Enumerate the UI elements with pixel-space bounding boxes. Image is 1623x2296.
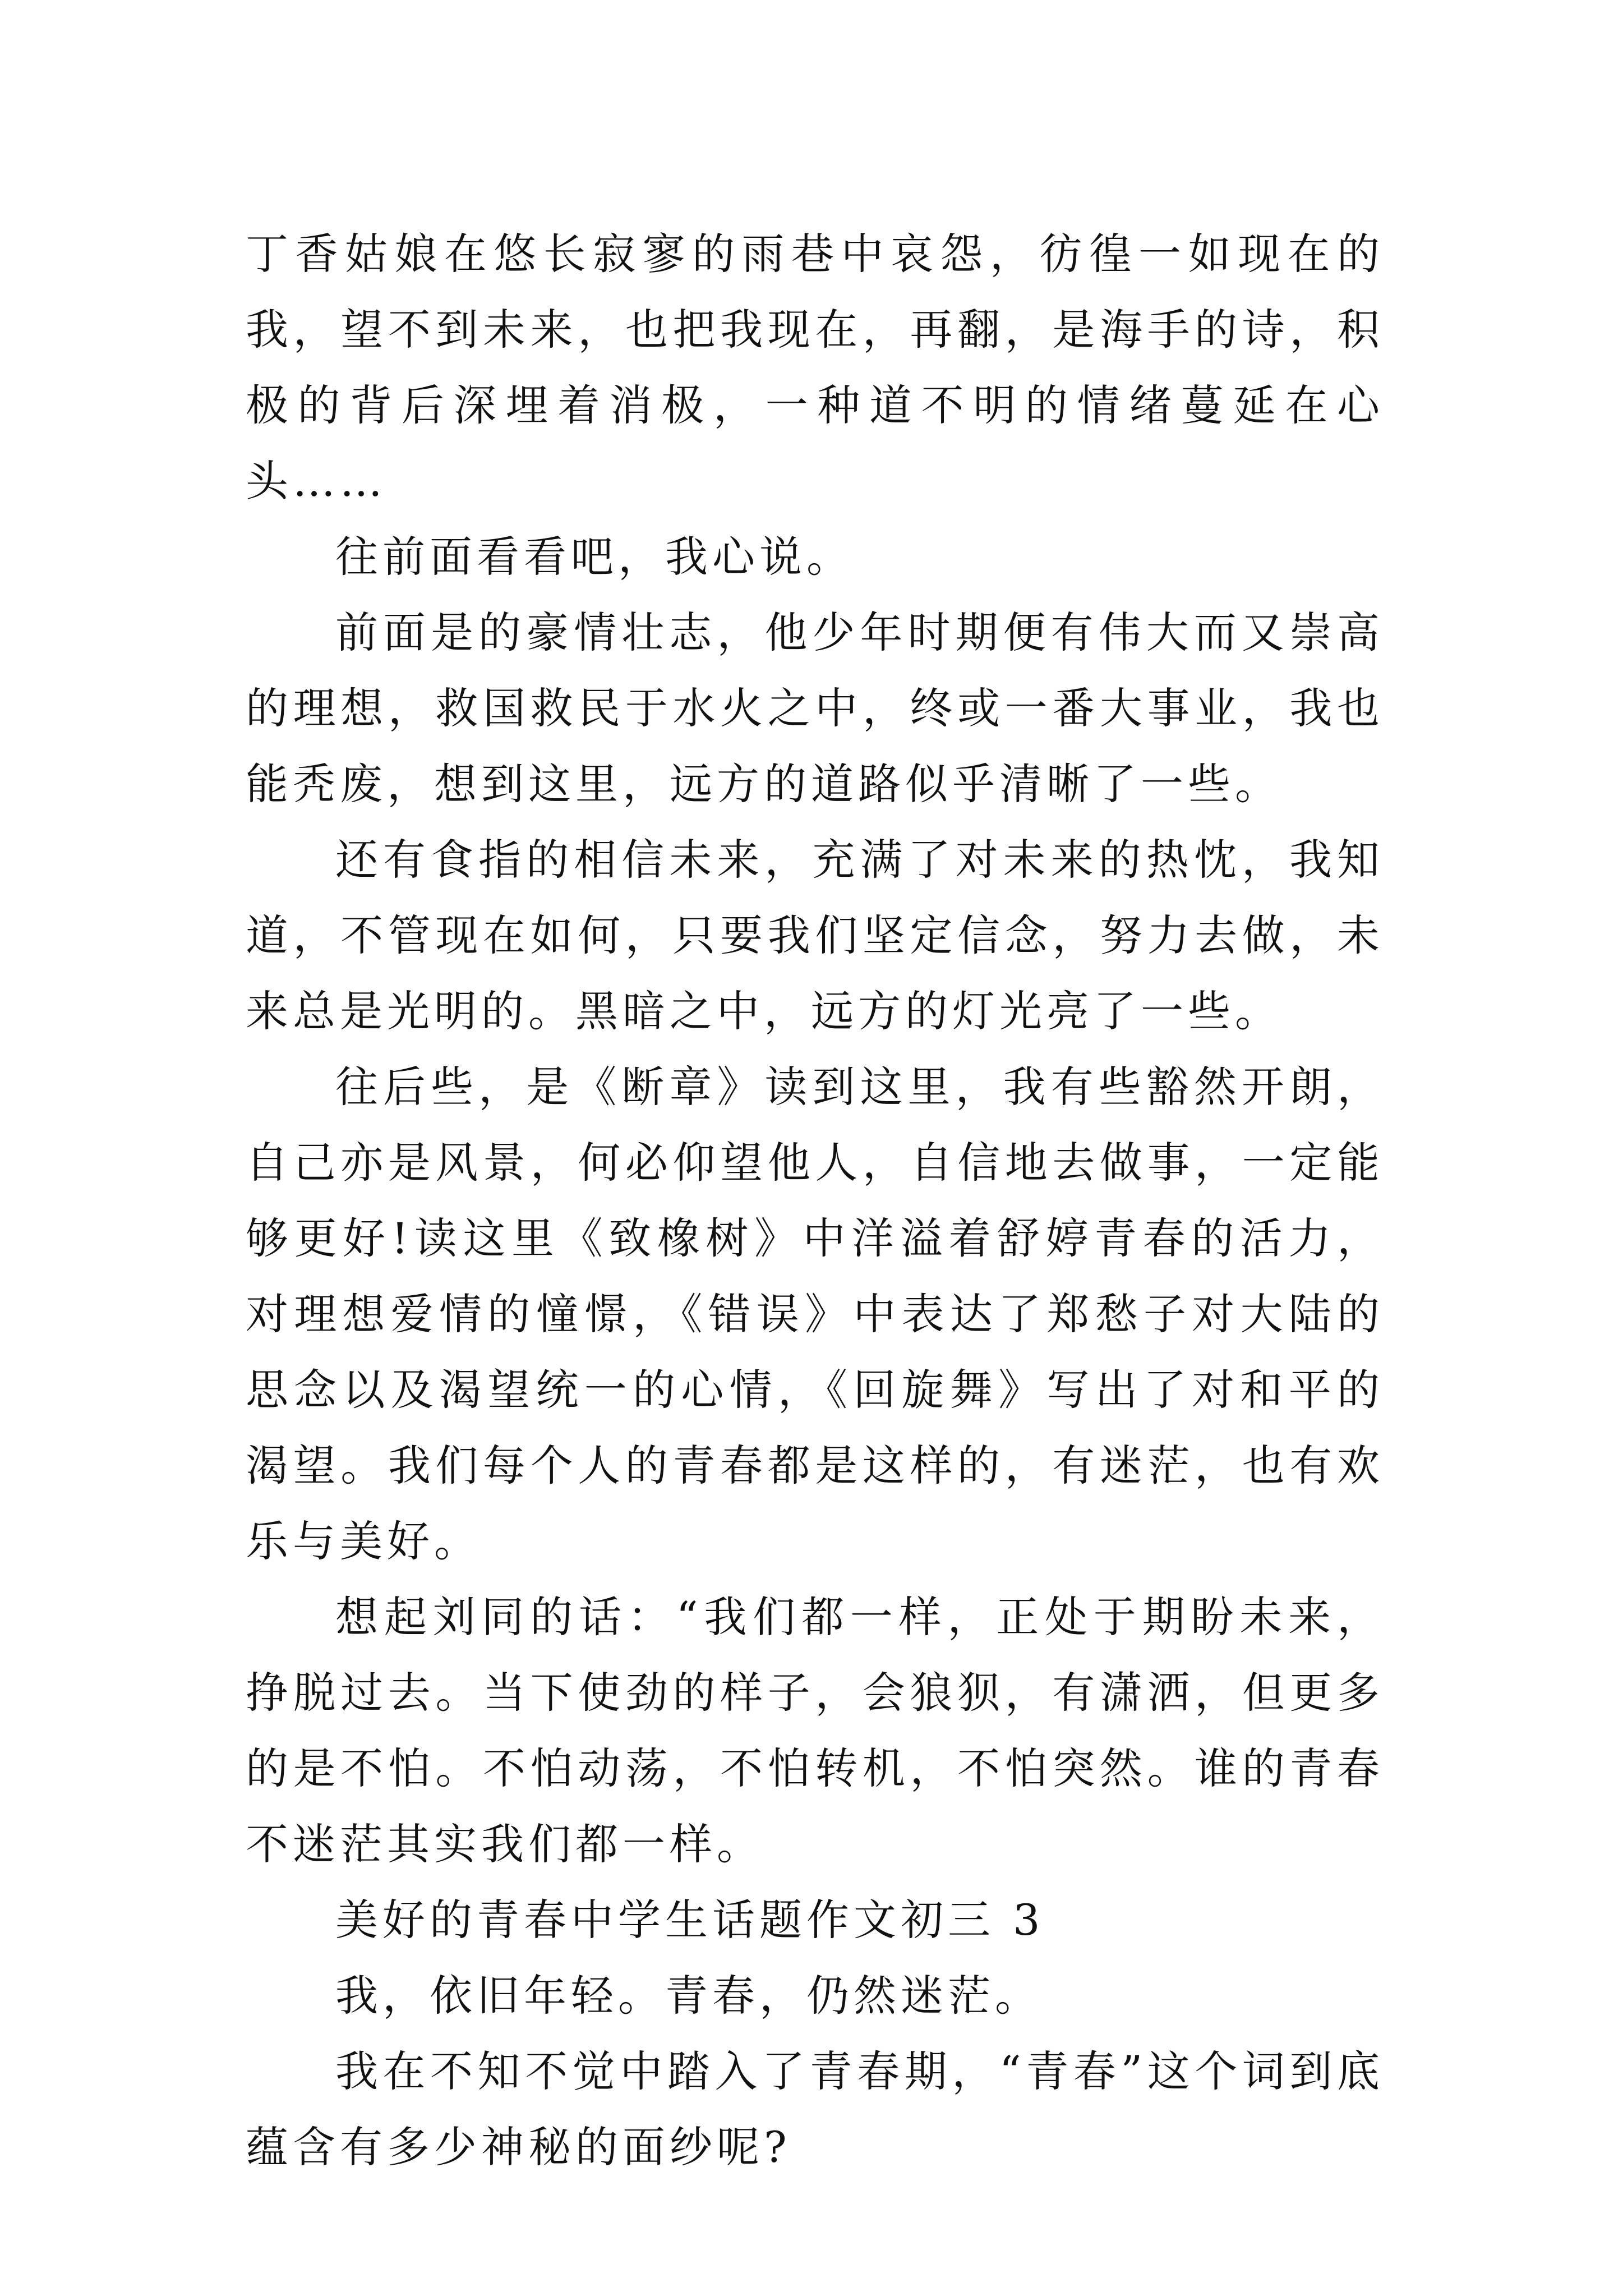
paragraph-continuation: 丁香姑娘在悠长寂寥的雨巷中哀怨，彷徨一如现在的我，望不到未来，也把我现在，再翻，是海手的诗，积极的背后深埋着消极，一种道不明的情绪蔓延在心头…… <box>246 229 1384 506</box>
paragraph-look-forward: 往前面看看吧，我心说。 <box>335 532 854 582</box>
paragraph-believe-future: 还有食指的相信未来，充满了对未来的热忱，我知道，不管现在如何，只要我们坚定信念，努力去做，未来总是光明的。黑暗之中，远方的灯光亮了一些。 <box>246 835 1384 1036</box>
paragraph-quote: 想起刘同的话：“我们都一样，正处于期盼未来，挣脱过去。当下使劲的样子，会狼狈，有潇洒，但更多的是不怕。不怕动荡，不怕转机，不怕突然。谁的青春不迷茫其实我们都一样。 <box>246 1592 1384 1869</box>
paragraph-poems: 往后些，是《断章》读到这里，我有些豁然开朗，自己亦是风景，何必仰望他人，自信地去做事，一定能够更好!读这里《致橡树》中洋溢着舒婷青春的活力，对理想爱情的憧憬，《错误》中表达了郑愁子对大陆的思念以及渴望统一的心情，《回旋舞》写出了对和平的渴望。我们每个人的青春都是这样的，有迷茫，也有欢乐与美好。 <box>246 1062 1384 1566</box>
paragraph-adolescence: 我在不知不觉中踏入了青春期，“青春”这个词到底蕴含有多少神秘的面纱呢? <box>246 2046 1384 2172</box>
paragraph-ambition: 前面是的豪情壮志，他少年时期便有伟大而又崇高的理想，救国救民于水火之中，终或一番大事业，我也能秃废，想到这里，远方的道路似乎清晰了一些。 <box>246 608 1384 809</box>
paragraph-youth-confused: 我，依旧年轻。青春，仍然迷茫。 <box>335 1971 1042 2021</box>
essay-text-block <box>246 216 1384 2185</box>
section-heading: 美好的青春中学生话题作文初三 3 <box>335 1895 1045 1945</box>
